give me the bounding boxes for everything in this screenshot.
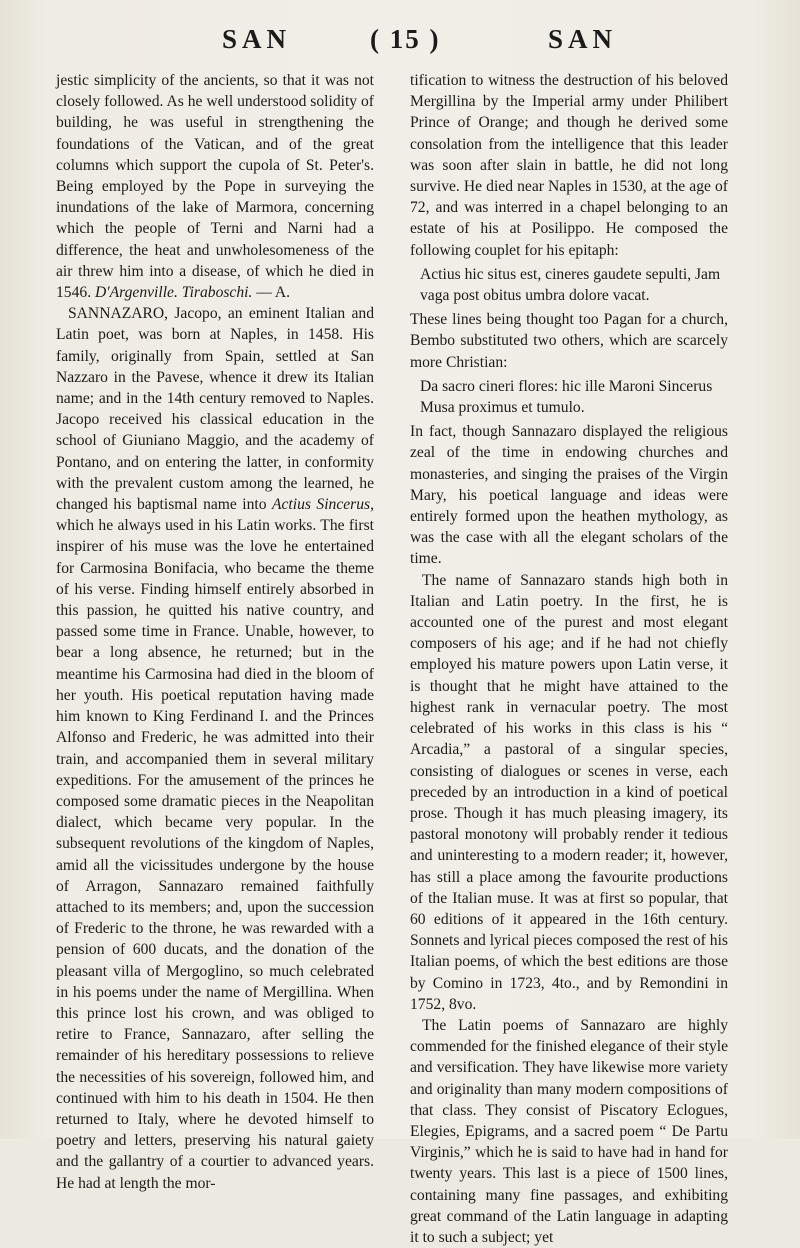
right-paragraph-3: In fact, though Sannazaro displayed the religious zeal of the time in endowing churches and monasteries, and singing the praises of the Virgin Mary, his poetical language and ideas were entirely formed upon the heathen mythology, as was the case with all the elegant scholars of the time. bbox=[410, 423, 728, 568]
left-p2-rest: , which he always used in his Latin works. The first inspirer of his muse was the love he entertained for Carmosina Bonifacia, who became the theme of his verse. Finding himself entirely absorbed in this passion, he quitted his native country, and passed some time in France. Unable, however, to bear a long absence, he returned; but in the meantime his Carmosina had died in the bloom of her youth. His poetical reputation having made him known to King Ferdinand I. and the Princes Alfonso and Frederic, he was admitted into their train, and accompanied them in several military expeditions. For the amusement of the princes he composed some dramatic pieces in the Neapolitan dialect, which became very popular. In the subsequent revolutions of the kingdom of Naples, amid all the vicissitudes undergone by the house of Arragon, Sannazaro remained faithfully attached to its members; and, upon the succession of Frederic to the throne, he was rewarded with a pension of 600 ducats, and the donation of the pleasant villa of Mergoglino, so much celebrated in his poems under the name of Mergillina. When this prince lost his crown, and was obliged to retire to France, Sannazaro, after selling the remainder of his hereditary possessions to relieve the necessities of his sovereign, followed him, and continued with him to his death in 1504. He then returned to Italy, where he devoted himself to poetry and letters, preserving his natural gaiety and the gallantry of a courtier to advanced years. He had at length the mor- bbox=[56, 496, 375, 1192]
running-header bbox=[0, 24, 800, 60]
header-right-word: SAN bbox=[548, 24, 618, 54]
left-column bbox=[56, 70, 374, 1194]
left-p1-text: jestic simplicity of the ancients, so that it was not closely followed. As he well understood solidity of building, he was useful in strengthening the foundations of the Vatican, and of the great columns which support the cupola of St. Peter's. Being employed by the Pope in surveying the inundations of the lake of Marmora, concerning which the people of Terni and Narni had a difference, the heat and unwholesomeness of the air threw him into a disease, of which he died in 1546. bbox=[56, 72, 374, 302]
left-paragraph-2 bbox=[56, 303, 374, 1194]
page-number: ( 15 ) bbox=[370, 24, 441, 54]
right-paragraph-2: These lines being thought too Pagan for a church, Bembo substituted two others, which are scarcely more Christian: bbox=[410, 311, 728, 371]
right-paragraph-4: The name of Sannazaro stands high both in Italian and Latin poetry. In the first, he is accounted one of the purest and most elegant composers of his age; and if he had not chiefly employed his mature powers upon Latin verse, it is thought that he might have attained to the highest rank in vernacular poetry. The most celebrated of his works in this class is his “ Arcadia,” a pastoral of a singular species, consisting of dialogues or scenes in verse, each preceded by an introduction in a kind of poetical prose. Though it has much pleasing imagery, its pastoral monotony will probably render it tedious and uninteresting to a modern reader; it, however, has still a place among the favourite productions of the Italian muse. It was at first so popular, that 60 editions of it appeared in the 16th century. Sonnets and lyrical pieces composed the rest of his Italian poems, of which the best editions are those by Comino in 1723, 4to., and by Remondini in 1752, 8vo. bbox=[410, 571, 728, 1013]
left-p1-reference: D'Argenville. Tiraboschi. bbox=[95, 284, 253, 302]
header-left-word: SAN bbox=[222, 24, 292, 54]
left-paragraph-1 bbox=[56, 70, 374, 303]
left-p2-latin-name: Actius Sincerus bbox=[271, 496, 371, 514]
right-column bbox=[410, 70, 728, 1248]
bembo-verse: Da sacro cineri flores: hic ille Maroni Sincerus Musa proximus et tumulo. bbox=[420, 377, 713, 417]
left-p1-signature: — A. bbox=[252, 284, 291, 302]
right-paragraph-5: The Latin poems of Sannazaro are highly commended for the finished elegance of their style and versification. They have likewise more variety and originality than many modern compositions of that class. They consist of Piscatory Eclogues, Elegies, Epigrams, and a sacred poem “ De Partu Virginis,” which he is said to have had in hand for twenty years. This last is a piece of 1500 lines, containing many fine passages, and exhibiting great command of the Latin language in adapting it to such a subject; yet bbox=[410, 1016, 728, 1246]
right-paragraph-1: tification to witness the destruction of his beloved Mergillina by the Imperial army under Philibert Prince of Orange; and though he derived some consolation from the intelligence that this leader was soon after slain in battle, he did not long survive. He died near Naples in 1530, at the age of 72, and was interred in a chapel belonging to an estate of his at Posilippo. He composed the following couplet for his epitaph: bbox=[410, 72, 728, 259]
left-p2-text: SANNAZARO, Jacopo, an eminent Italian and Latin poet, was born at Naples, in 1458. His family, originally from Spain, settled at San Nazzaro in the Pavese, whence it drew its Italian name; and in the 14th century removed to Naples. Jacopo received his classical education in the school of Giuniano Maggio, and the academy of Pontano, and on entering the latter, in conformity with the prevalent custom among the learned, he changed his baptismal name into bbox=[56, 305, 374, 514]
epitaph-verse: Actius hic situs est, cineres gaudete sepulti, Jam vaga post obitus umbra dolore vacat. bbox=[420, 265, 721, 305]
